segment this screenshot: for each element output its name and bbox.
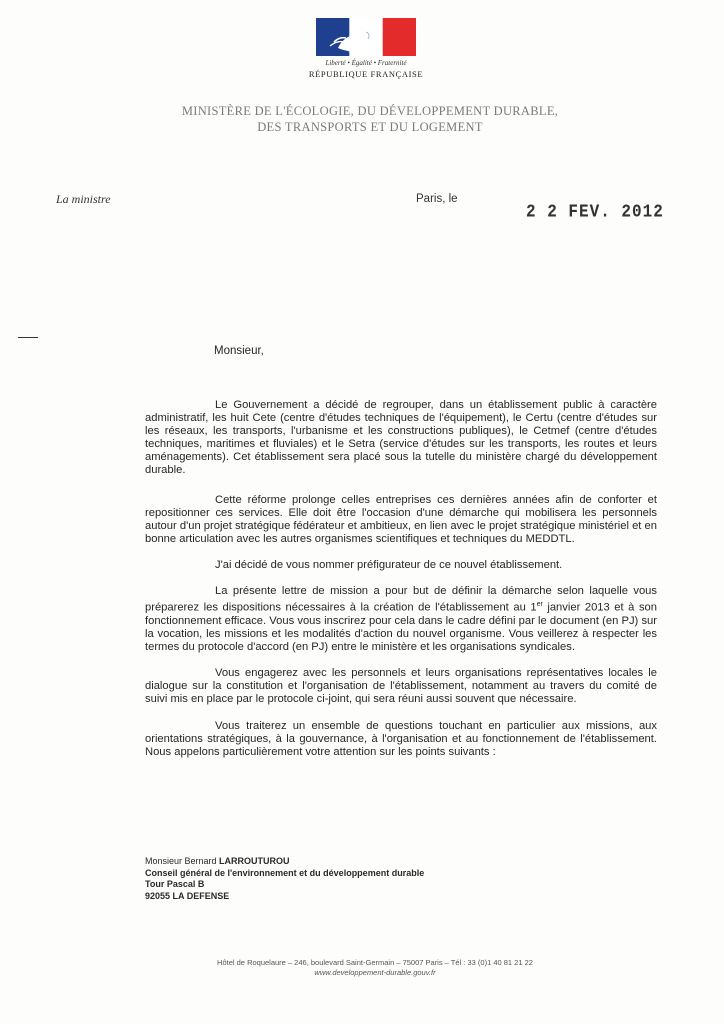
paragraph-3: J'ai décidé de vous nommer préfigurateur de ce nouvel établissement. bbox=[215, 558, 563, 571]
paragraph-4 bbox=[145, 585, 657, 654]
recipient-organisation: Conseil général de l'environnement et du développement durable bbox=[145, 867, 425, 878]
marianne-logo bbox=[316, 18, 416, 56]
paragraph-2: Cette réforme prolonge celles entreprises ces dernières années afin de conforter et repositionner ces services. Elle doit être l'occasion d'une démarche qui mobilisera les personnels autour d'un projet stratégique fédérateur et ambitieux, en lien avec le projet stratégique ministériel et en bonne articulation avec les autres organismes scientifiques et techniques du MEDDTL. bbox=[145, 493, 657, 545]
recipient-title: Monsieur Bernard bbox=[145, 856, 220, 866]
signatory: La ministre bbox=[56, 192, 111, 206]
ministry-line-1: MINISTÈRE DE L'ÉCOLOGIE, DU DÉVELOPPEMENT DURABLE, bbox=[181, 104, 559, 118]
motto: Liberté • Égalité • Fraternité bbox=[325, 59, 407, 67]
paragraph-5: Vous engagerez avec les personnels et leurs organisations représentatives locales le dialogue sur la constitution et l'organisation de l'établissement, notamment au travers du comité de suivi mis en place par le protocole ci-joint, qui sera réuni aussi souvent que nécessaire. bbox=[145, 667, 657, 706]
fold-mark bbox=[18, 337, 38, 338]
footer-url: www.developpement-durable.gouv.fr bbox=[314, 968, 436, 977]
footer bbox=[150, 958, 600, 978]
paragraph-4-part-b: janvier 2013 et à son fonctionnement efficace. Vous vous inscrirez pour cela dans le cadre défini par le document (en PJ) sur la vocation, les missions et les modalités d'action du nouvel organisme. Vous veillerez à respecter les termes du protocole d'accord (en PJ) entre le ministère et les organisations syndicales. bbox=[145, 601, 657, 654]
recipient-building: Tour Pascal B bbox=[145, 879, 205, 889]
footer-address: Hôtel de Roquelaure – 246, boulevard Saint-Germain – 75007 Paris – Tél : 33 (0)1 40 81 21 22 bbox=[217, 958, 533, 967]
ministry-line-2: DES TRANSPORTS ET DU LOGEMENT bbox=[257, 120, 483, 134]
place: Paris, le bbox=[416, 193, 458, 205]
republique-francaise: RÉPUBLIQUE FRANÇAISE bbox=[308, 69, 424, 79]
ministry-heading bbox=[120, 103, 620, 135]
letter-body bbox=[145, 399, 657, 772]
recipient-surname: LARROUTUROU bbox=[219, 856, 290, 866]
recipient-name bbox=[145, 856, 545, 868]
date-stamp: 2 2 FEV. 2012 bbox=[526, 201, 664, 223]
paragraph-4-part-a: La présente lettre de mission a pour but de définir la démarche selon laquelle vous préparerez les dispositions nécessaires à la création de l'établissement au 1 bbox=[145, 585, 657, 614]
paragraph-1: Le Gouvernement a décidé de regrouper, dans un établissement public à caractère administratif, les huit Cete (centre d'études techniques de l'équipement), le Certu (centre d'études sur les réseaux, les transports, l'urbanisme et les constructions publiques), le Cetmef (centre d'études techniques, maritimes et fluviales) et le Setra (service d'études sur les transports, les routes et leurs aménagements). Cet établissement sera placé sous la tutelle du ministère chargé du développement durable. bbox=[145, 399, 657, 477]
recipient-city: 92055 LA DEFENSE bbox=[145, 890, 230, 901]
paragraph-6: Vous traiterez un ensemble de questions touchant en particulier aux missions, aux orientations stratégiques, à la gouvernance, à l'organisation et au fonctionnement de l'établissement. Nous appelons particulièrement votre attention sur les points suivants : bbox=[145, 719, 657, 758]
salutation: Monsieur, bbox=[214, 345, 264, 357]
superscript-er: er bbox=[536, 601, 543, 609]
recipient-address bbox=[145, 856, 545, 902]
